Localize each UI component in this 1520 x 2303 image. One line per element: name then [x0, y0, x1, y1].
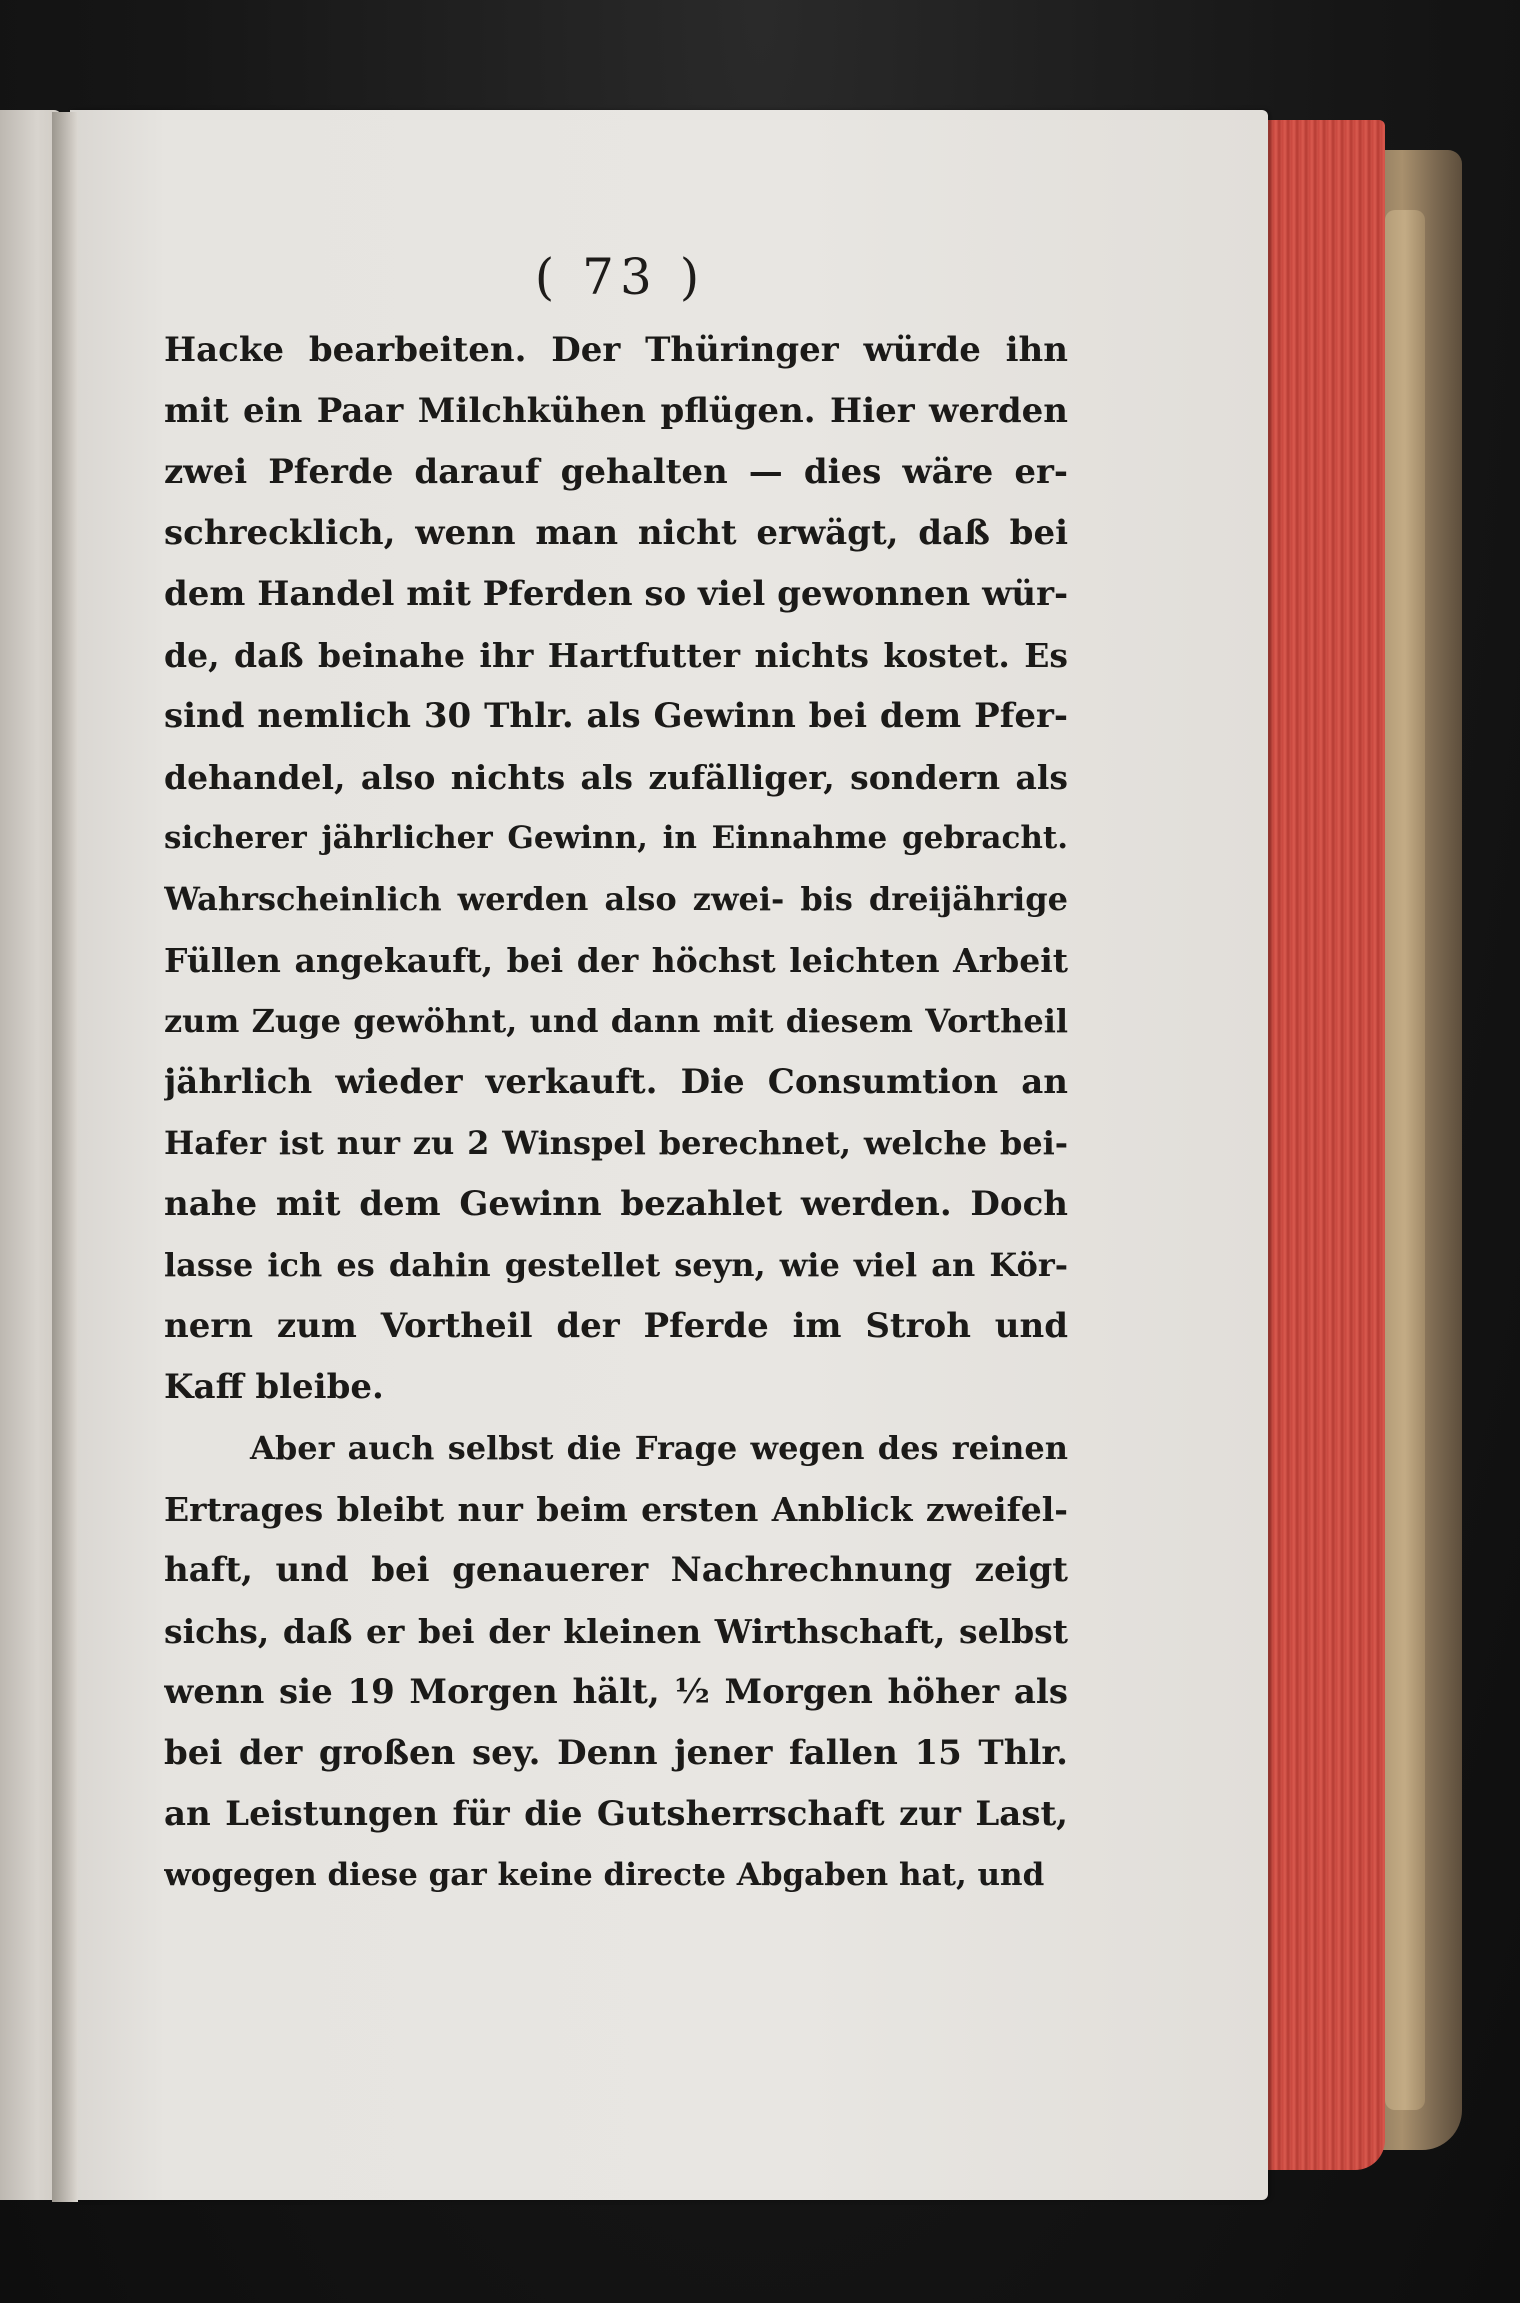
text-line: sicherer jährlicher Gewinn, in Einnahme gebracht.: [164, 820, 1068, 856]
text-line: lasse ich es dahin gestellet seyn, wie viel an Kör-: [164, 1246, 1068, 1284]
text-line: Hacke bearbeiten. Der Thüringer würde ihn: [164, 330, 1068, 370]
red-page-edges: [1255, 120, 1385, 2170]
text-line: dehandel, also nichts als zufälliger, sondern als: [164, 758, 1068, 797]
text-line: dem Handel mit Pferden so viel gewonnen wür-: [164, 574, 1068, 614]
text-line: Aber auch selbst die Frage wegen des reinen: [250, 1429, 1068, 1467]
text-line: an Leistungen für die Gutsherrschaft zur Last,: [164, 1794, 1068, 1834]
text-line: Wahrscheinlich werden also zwei- bis dreijährige: [164, 880, 1068, 918]
text-line: de, daß beinahe ihr Hartfutter nichts kostet. Es: [164, 636, 1068, 675]
text-line: Hafer ist nur zu 2 Winspel berechnet, welche bei-: [164, 1124, 1068, 1162]
page-number: ( 73 ): [534, 248, 706, 306]
page-text: [164, 320, 1068, 1906]
text-line: sind nemlich 30 Thlr. als Gewinn bei dem Pfer-: [164, 696, 1068, 736]
text-line: bei der großen sey. Denn jener fallen 15 Thlr.: [164, 1733, 1068, 1773]
text-line: Ertrages bleibt nur beim ersten Anblick zweifel-: [164, 1490, 1068, 1529]
text-line: zwei Pferde darauf gehalten — dies wäre er-: [164, 452, 1068, 492]
text-line: wogegen diese gar keine directe Abgaben hat, und: [164, 1857, 1045, 1893]
text-line: sichs, daß er bei der kleinen Wirthschaft, selbst: [164, 1612, 1068, 1651]
text-line: mit ein Paar Milchkühen pflügen. Hier werden: [164, 391, 1068, 431]
text-line: wenn sie 19 Morgen hält, ½ Morgen höher als: [164, 1672, 1068, 1712]
text-line: jährlich wieder verkauft. Die Consumtion an: [164, 1062, 1068, 1102]
text-line: schrecklich, wenn man nicht erwägt, daß bei: [164, 513, 1068, 553]
text-line: haft, und bei genauerer Nachrechnung zeigt: [164, 1550, 1068, 1590]
book-cover-worn-area: [1385, 210, 1425, 2110]
text-line: nahe mit dem Gewinn bezahlet werden. Doch: [164, 1184, 1068, 1224]
text-line: zum Zuge gewöhnt, und dann mit diesem Vortheil: [164, 1002, 1068, 1040]
text-line: Kaff bleibe.: [164, 1367, 384, 1407]
text-line: nern zum Vortheil der Pferde im Stroh und: [164, 1306, 1068, 1346]
text-line: Füllen angekauft, bei der höchst leichten Arbeit: [164, 941, 1068, 980]
book-gutter: [52, 112, 78, 2202]
